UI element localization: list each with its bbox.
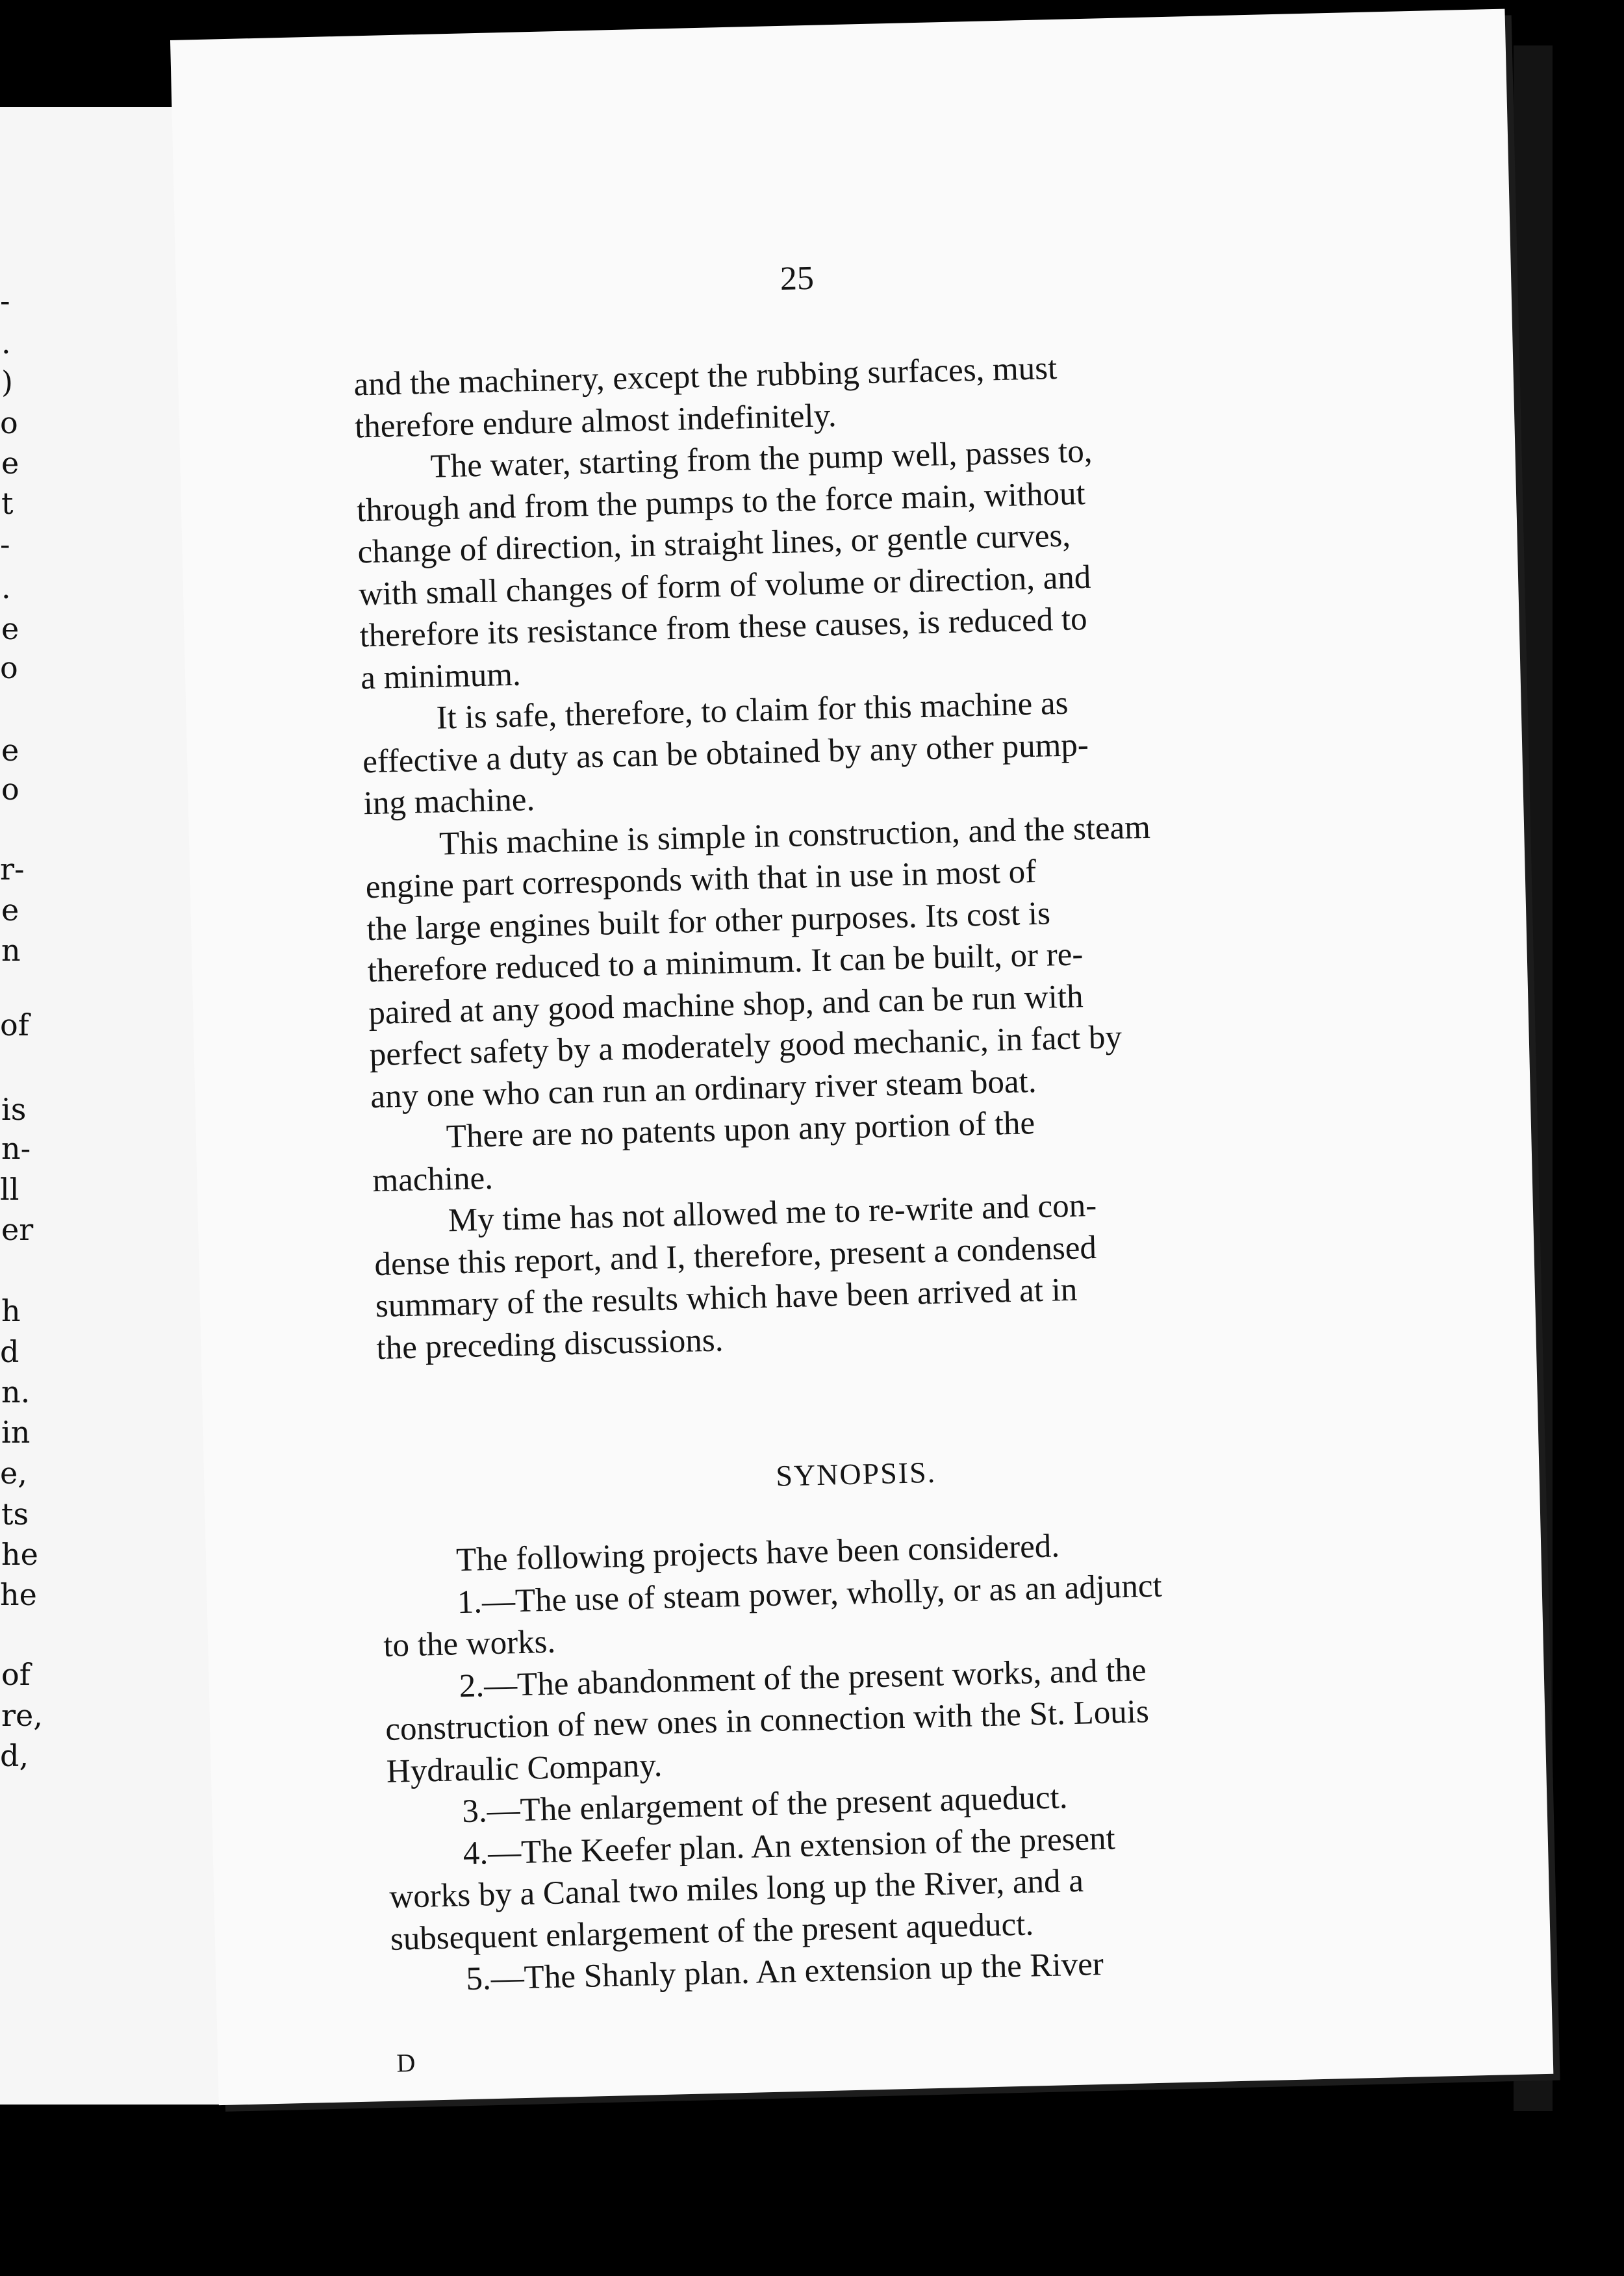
facing-page-fragment: . — [1, 570, 11, 605]
facing-page-fragment: r- — [0, 852, 25, 887]
facing-page-fragment: is — [1, 1092, 27, 1127]
text-line: therefore its resistance from these causes, is reduced to — [359, 600, 1088, 655]
text-line: perfect safety by a moderately good mechanic, in fact by — [369, 1018, 1123, 1074]
text-line: construction of new ones in connection with the St. Louis — [385, 1693, 1150, 1748]
text-line: Hydraulic Company. — [386, 1747, 663, 1790]
facing-page-fragment: - — [0, 283, 10, 318]
signature-mark: D — [396, 2047, 416, 2078]
facing-page-fragment: o — [0, 650, 18, 685]
text-line: effective a duty as can be obtained by any other pump- — [362, 726, 1089, 780]
facing-page-fragment: he — [0, 1577, 37, 1612]
facing-page-fragment: in — [1, 1415, 31, 1450]
text-line: machine. — [372, 1159, 494, 1199]
text-line: My time has not allowed me to re-write and con- — [448, 1187, 1097, 1239]
facing-page-fragment: ts — [1, 1497, 29, 1532]
text-line: subsequent enlargement of the present aqueduct. — [390, 1905, 1034, 1958]
synopsis-text — [381, 1523, 1172, 2003]
text-line: a minimum. — [360, 656, 522, 696]
text-line: summary of the results which have been arrived at in — [375, 1271, 1078, 1325]
text-line: through and from the pumps to the force main, without — [356, 475, 1086, 529]
text-line: to the works. — [383, 1623, 556, 1664]
page-number: 25 — [780, 259, 815, 297]
text-line: The following projects have been considered. — [455, 1528, 1060, 1579]
text-line: and the machinery, except the rubbing surfaces, must — [353, 349, 1058, 403]
facing-page-fragment: e — [1, 611, 19, 646]
text-line: This machine is simple in construction, and the steam — [438, 809, 1151, 863]
body-text — [353, 346, 1163, 1369]
text-line: There are no patents upon any portion of the — [446, 1105, 1035, 1156]
text-line: therefore endure almost indefinitely. — [354, 397, 837, 445]
facing-page-fragment: he — [1, 1537, 38, 1572]
facing-page-fragment: of — [1, 1657, 31, 1692]
text-line: paired at any good machine shop, and can be run with — [368, 978, 1084, 1031]
facing-page-fragment: n. — [1, 1374, 31, 1410]
facing-page-fragment: n- — [1, 1131, 31, 1166]
text-line: any one who can run an ordinary river steam boat. — [370, 1063, 1037, 1115]
text-line: engine part corresponds with that in use in most of — [365, 853, 1037, 906]
facing-page-fragment: e — [1, 733, 19, 768]
text-line: 4.—The Keefer plan. An extension of the present — [463, 1820, 1116, 1872]
facing-page-fragment: ll — [0, 1172, 19, 1207]
text-line: It is safe, therefore, to claim for this machine as — [436, 685, 1069, 737]
facing-page-fragment: o — [1, 772, 19, 807]
text-line: 3.—The enlargement of the present aqueduct. — [461, 1779, 1069, 1830]
text-line: change of direction, in straight lines, or gentle curves, — [357, 517, 1071, 571]
text-line: 5.—The Shanly plan. An extension up the River — [465, 1945, 1104, 1998]
book-page — [170, 9, 1553, 2106]
facing-page-fragment: er — [1, 1212, 34, 1247]
facing-page-fragment: d — [0, 1334, 19, 1369]
text-line: the large engines built for other purposes. Its cost is — [366, 894, 1051, 948]
facing-page-fragment: e — [1, 892, 19, 928]
text-line: ing machine. — [363, 781, 535, 822]
text-line: works by a Canal two miles long up the River, and a — [388, 1862, 1084, 1916]
text-line: dense this report, and I, therefore, present a condensed — [374, 1229, 1097, 1283]
facing-page-fragment: h — [1, 1293, 21, 1328]
facing-page-fragment: . — [1, 325, 11, 360]
facing-page-fragment: e — [1, 446, 19, 481]
text-line: The water, starting from the pump well, passes to, — [429, 433, 1093, 485]
text-line: 1.—The use of steam power, wholly, or as an adjunct — [457, 1567, 1163, 1621]
facing-page-fragment: d, — [0, 1738, 29, 1773]
facing-page-fragment: e, — [0, 1456, 27, 1491]
facing-page-fragment: t — [1, 486, 14, 521]
section-heading: SYNOPSIS. — [775, 1455, 937, 1493]
text-line: the preceding discussions. — [375, 1322, 724, 1367]
facing-page-fragment: re, — [1, 1698, 43, 1733]
facing-page-fragment: - — [0, 527, 10, 562]
facing-page-fragment: o — [0, 405, 18, 440]
text-line: with small changes of form of volume or direction, and — [358, 559, 1091, 613]
text-line: 2.—The abandonment of the present works, and the — [459, 1651, 1147, 1704]
facing-page-fragment: ) — [1, 364, 13, 399]
facing-page-fragment: n — [1, 933, 21, 968]
text-line: therefore reduced to a minimum. It can be built, or re- — [367, 936, 1084, 990]
facing-page-fragment: of — [0, 1007, 29, 1043]
